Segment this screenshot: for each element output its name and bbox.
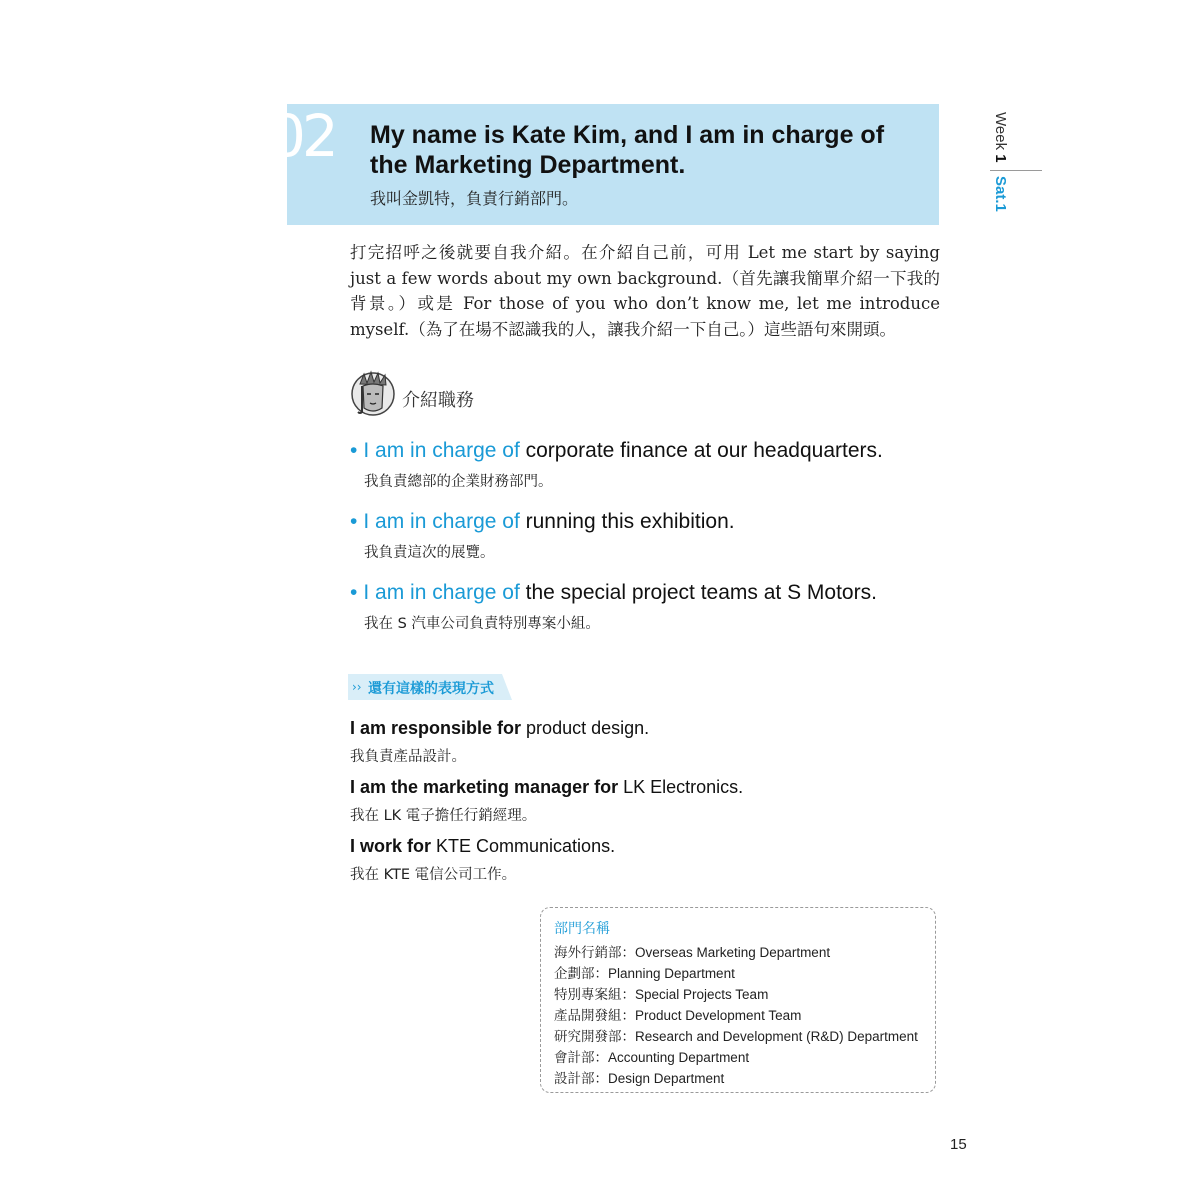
lesson-number: 02 xyxy=(269,102,335,170)
department-row: 海外行銷部：Overseas Marketing Department xyxy=(554,945,831,960)
alt-expressions-label: 還有這樣的表現方式 xyxy=(368,681,494,697)
alt-rest: LK Electronics. xyxy=(618,777,744,797)
lesson-title-line-1: My name is Kate Kim, and I am in charge of xyxy=(370,121,885,149)
bullet-icon: • xyxy=(350,439,358,462)
department-row: 會計部：Accounting Department xyxy=(554,1050,750,1065)
alt-sentence xyxy=(350,836,950,857)
example-sentence xyxy=(350,509,950,535)
alt-item xyxy=(350,777,950,825)
section-title: 介紹職務 xyxy=(402,390,474,411)
department-row: 企劃部：Planning Department xyxy=(554,966,735,981)
department-row: 產品開發組：Product Development Team xyxy=(554,1008,802,1023)
alt-key-phrase: I am responsible for xyxy=(350,718,522,738)
lesson-subtitle: 我叫金凱特，負責行銷部門。 xyxy=(370,189,579,208)
example-sentence xyxy=(350,580,950,606)
page-number: 15 xyxy=(950,1136,967,1153)
example-key-phrase: I am in charge of xyxy=(363,439,520,462)
bullet-icon: • xyxy=(350,581,358,604)
alt-item xyxy=(350,836,950,884)
example-item xyxy=(350,438,950,491)
department-row: 研究開發部：Research and Development (R&D) Department xyxy=(554,1029,918,1044)
example-sentence xyxy=(350,438,950,464)
example-item xyxy=(350,580,950,633)
department-row: 特別專案組：Special Projects Team xyxy=(554,987,769,1002)
statue-of-liberty-icon xyxy=(350,370,396,416)
alt-key-phrase: I work for xyxy=(350,836,432,856)
day-label: Sat.1 xyxy=(992,176,1009,212)
alt-key-phrase: I am the marketing manager for xyxy=(350,777,619,797)
alt-rest: product design. xyxy=(521,718,650,738)
example-key-phrase: I am in charge of xyxy=(363,581,520,604)
department-box-title: 部門名稱 xyxy=(554,921,610,937)
alt-translation: 我在 KTE 電信公司工作。 xyxy=(350,867,517,883)
example-translation: 我負責這次的展覽。 xyxy=(364,545,495,561)
alt-item xyxy=(350,718,950,766)
alt-translation: 我負責產品設計。 xyxy=(350,749,466,765)
example-rest: the special project teams at S Motors. xyxy=(519,581,877,604)
example-rest: corporate finance at our headquarters. xyxy=(519,439,883,462)
double-chevron-icon: ›› xyxy=(352,680,362,694)
week-number: 1 xyxy=(992,154,1009,163)
example-translation: 我在 S 汽車公司負責特別專案小組。 xyxy=(364,616,600,632)
example-translation: 我負責總部的企業財務部門。 xyxy=(364,474,553,490)
side-tab-divider xyxy=(990,170,1042,171)
lesson-title-line-2: the Marketing Department. xyxy=(370,151,686,179)
department-row: 設計部：Design Department xyxy=(554,1071,725,1086)
week-tab xyxy=(992,112,1009,163)
example-rest: running this exhibition. xyxy=(519,510,735,533)
alt-sentence xyxy=(350,718,950,739)
alt-sentence xyxy=(350,777,950,798)
bullet-icon: • xyxy=(350,510,358,533)
week-label: Week xyxy=(992,112,1009,151)
alt-rest: KTE Communications. xyxy=(431,836,616,856)
lesson-title xyxy=(370,120,930,180)
intro-paragraph: 打完招呼之後就要自我介紹。在介紹自己前，可用 Let me start by saying just a few words about my own background.（首先讓我簡單介紹一下我的背景。）或是 For those of you who don’t know me, let me introduce myself.（為了在場不認識我的人，讓我介紹一下自己。）這些語句來開頭。 xyxy=(350,243,940,339)
example-key-phrase: I am in charge of xyxy=(363,510,520,533)
alt-translation: 我在 LK 電子擔任行銷經理。 xyxy=(350,808,537,824)
example-item xyxy=(350,509,950,562)
